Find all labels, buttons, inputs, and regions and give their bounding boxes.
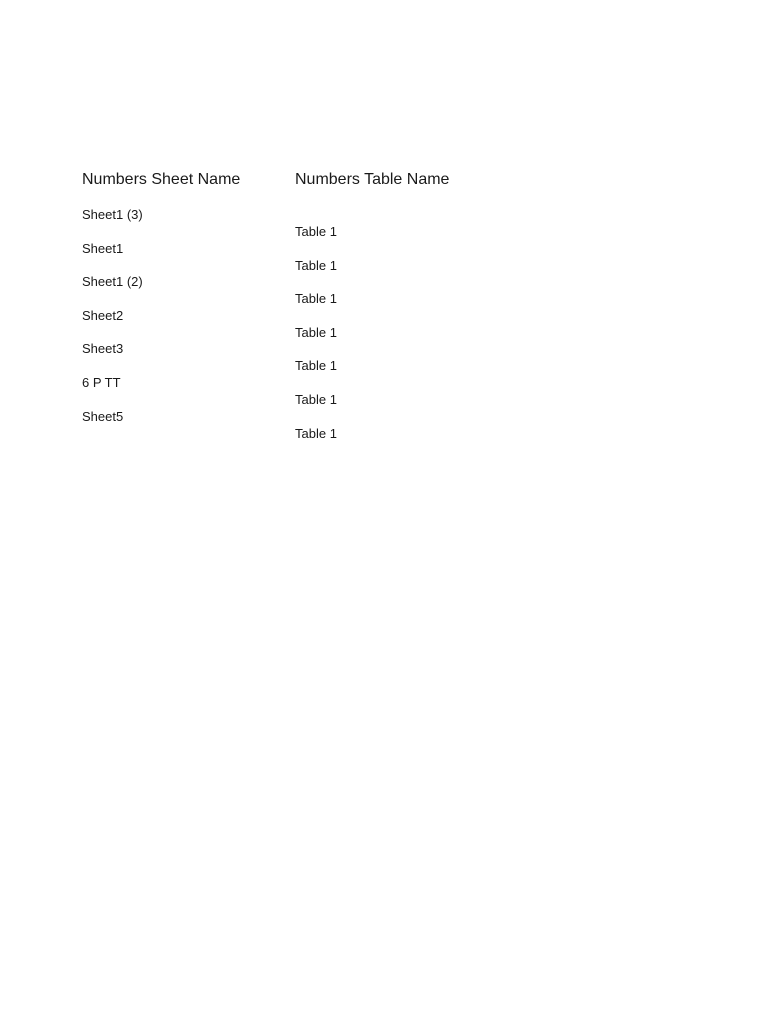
table-name-cell: Table 1 (295, 291, 337, 307)
sheet-name-cell: Sheet3 (82, 341, 124, 357)
table-name-cell: Table 1 (295, 324, 337, 340)
table-name-cell: Table 1 (295, 224, 337, 239)
sheet-name-cell: Sheet2 (82, 307, 124, 323)
table-name-cell: Table 1 (295, 391, 337, 407)
table-name-cell: Table 1 (295, 425, 337, 441)
sheet-name-cell: Sheet1 (82, 240, 124, 256)
sheet-name-cell: Sheet5 (82, 408, 124, 424)
sheet-name-column-header: Numbers Sheet Name (82, 171, 241, 188)
table-name-cell: Table 1 (295, 257, 337, 273)
sheet-name-list (82, 206, 143, 441)
sheet-name-cell: 6 P TT (82, 374, 121, 390)
table-name-cell: Table 1 (295, 358, 337, 374)
sheet-name-cell: Sheet1 (3) (82, 207, 143, 222)
table-name-column-header: Numbers Table Name (295, 171, 450, 188)
table-name-list (295, 223, 337, 458)
sheet-name-cell: Sheet1 (2) (82, 274, 143, 290)
